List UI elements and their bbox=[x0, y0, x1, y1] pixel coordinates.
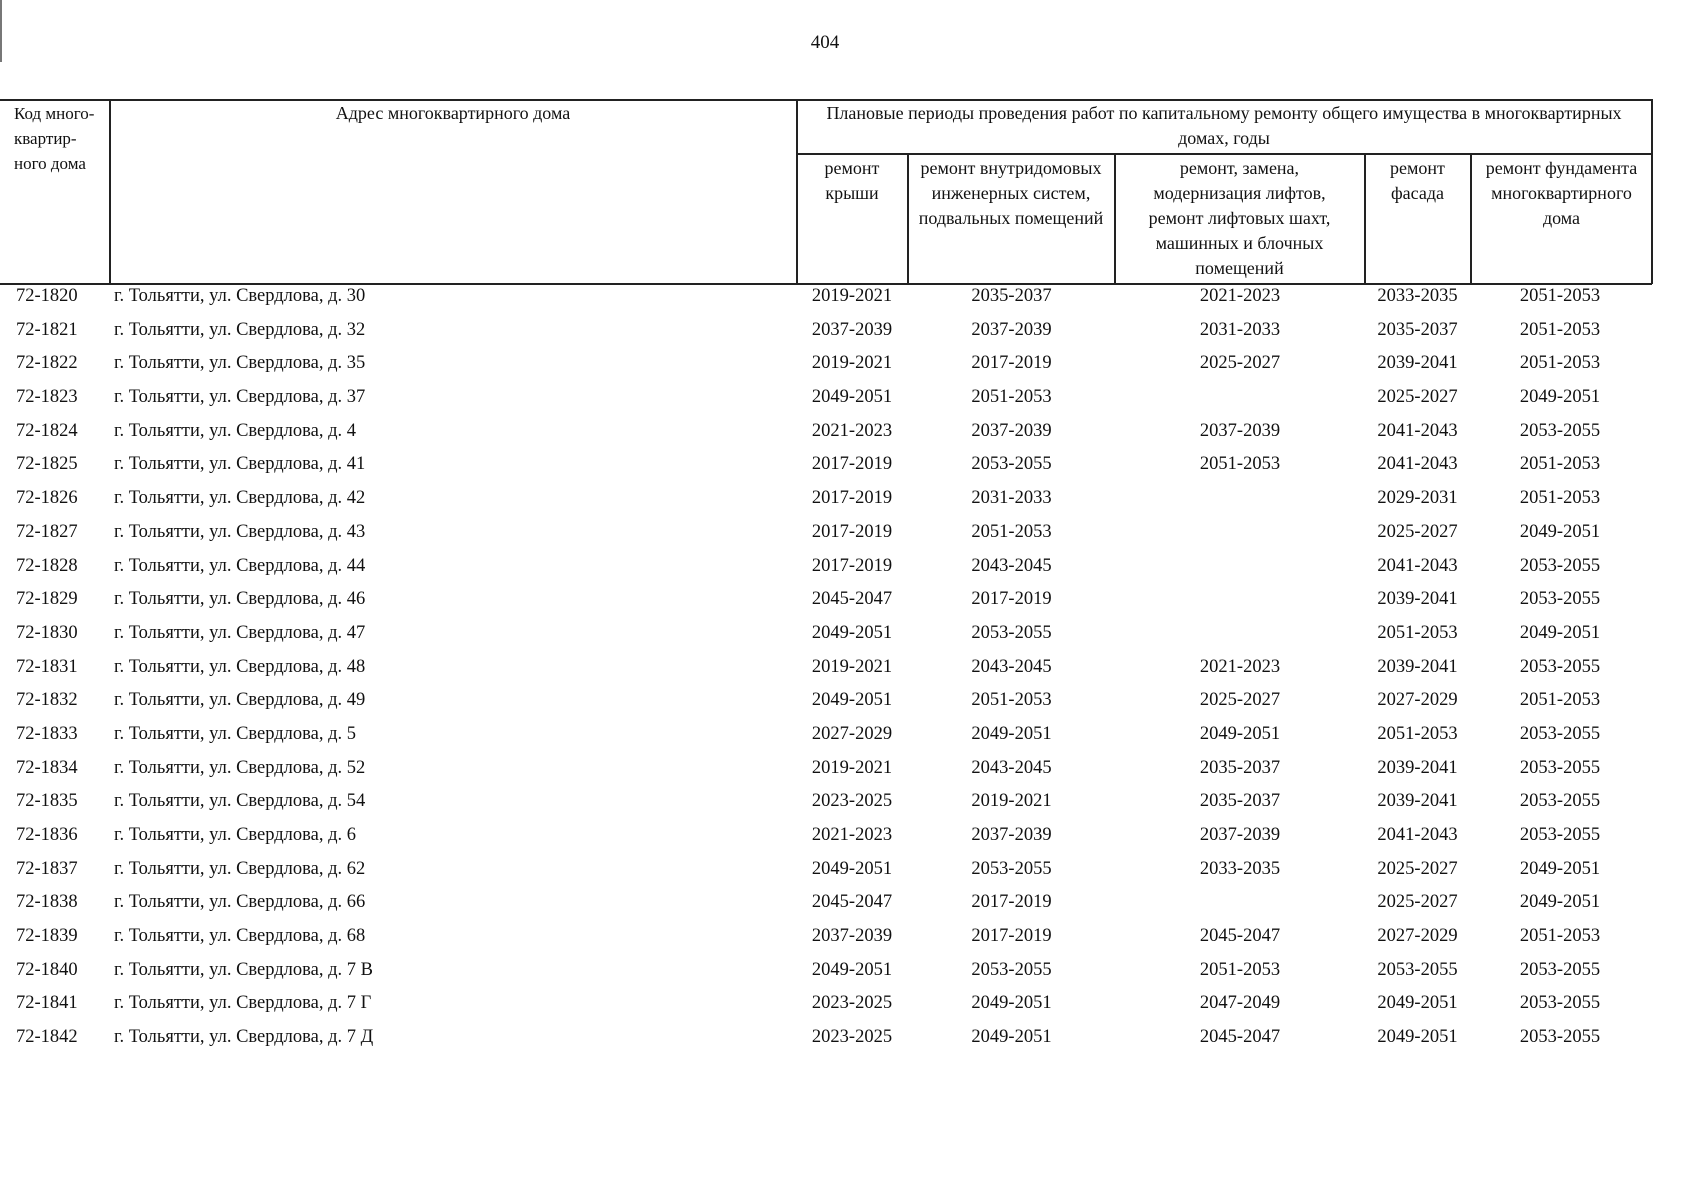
cell-roof: 2019-2021 bbox=[811, 286, 893, 306]
cell-facade: 2027-2029 bbox=[1377, 690, 1458, 711]
cell-roof: 2037-2039 bbox=[811, 926, 893, 947]
cell-foundation: 2051-2053 bbox=[1519, 488, 1601, 509]
cell-roof: 2019-2021 bbox=[811, 353, 893, 374]
cell-roof: 2037-2039 bbox=[811, 319, 893, 340]
cell-foundation: 2049-2051 bbox=[1519, 521, 1601, 542]
cell-foundation: 2049-2051 bbox=[1519, 892, 1601, 913]
cell-systems: 2049-2051 bbox=[971, 723, 1052, 744]
cell-code: 72-1832 bbox=[16, 690, 78, 711]
cell-address: г. Тольятти, ул. Свердлова, д. 4 bbox=[114, 420, 357, 441]
cell-foundation: 2053-2055 bbox=[1519, 791, 1601, 812]
cell-lifts: 2051-2053 bbox=[1199, 959, 1281, 980]
cell-facade: 2025-2027 bbox=[1377, 387, 1458, 408]
cell-address: г. Тольятти, ул. Свердлова, д. 7 Г bbox=[114, 993, 372, 1014]
cell-address: г. Тольятти, ул. Свердлова, д. 7 В bbox=[114, 959, 373, 980]
cell-address: г. Тольятти, ул. Свердлова, д. 35 bbox=[114, 353, 366, 374]
table-row bbox=[0, 383, 1700, 417]
cell-roof: 2023-2025 bbox=[811, 791, 893, 812]
table-row bbox=[0, 417, 1700, 451]
cell-foundation: 2049-2051 bbox=[1519, 858, 1601, 879]
header-facade: ремонт фасада bbox=[1390, 158, 1445, 203]
cell-systems: 2043-2045 bbox=[971, 656, 1052, 677]
table-row bbox=[0, 754, 1700, 788]
header-mid-border bbox=[796, 153, 1652, 155]
cell-systems: 2031-2033 bbox=[971, 488, 1052, 509]
cell-systems: 2035-2037 bbox=[971, 286, 1052, 306]
cell-address: г. Тольятти, ул. Свердлова, д. 43 bbox=[114, 521, 366, 542]
cell-code: 72-1829 bbox=[16, 589, 78, 610]
cell-facade: 2033-2035 bbox=[1377, 286, 1458, 306]
cell-systems: 2051-2053 bbox=[971, 521, 1052, 542]
header-foundation: ремонт фундамента многоквартирного дома bbox=[1485, 158, 1638, 228]
cell-foundation: 2051-2053 bbox=[1519, 286, 1601, 306]
cell-lifts: 2045-2047 bbox=[1199, 1027, 1281, 1048]
cell-code: 72-1825 bbox=[16, 454, 78, 475]
cell-address: г. Тольятти, ул. Свердлова, д. 68 bbox=[114, 926, 366, 947]
cell-foundation: 2053-2055 bbox=[1519, 656, 1601, 677]
cell-address: г. Тольятти, ул. Свердлова, д. 52 bbox=[114, 757, 366, 778]
cell-address: г. Тольятти, ул. Свердлова, д. 5 bbox=[114, 723, 357, 744]
cell-systems: 2053-2055 bbox=[971, 622, 1052, 643]
cell-facade: 2039-2041 bbox=[1377, 589, 1458, 610]
table-row bbox=[0, 653, 1700, 687]
cell-facade: 2041-2043 bbox=[1377, 825, 1458, 845]
cell-facade: 2041-2043 bbox=[1377, 420, 1458, 441]
cell-code: 72-1820 bbox=[16, 286, 78, 306]
cell-code: 72-1838 bbox=[16, 892, 78, 913]
cell-systems: 2051-2053 bbox=[971, 387, 1052, 408]
cell-address: г. Тольятти, ул. Свердлова, д. 7 Д bbox=[114, 1027, 374, 1048]
table-row bbox=[0, 518, 1700, 552]
cell-facade: 2049-2051 bbox=[1377, 1027, 1458, 1048]
cell-address: г. Тольятти, ул. Свердлова, д. 66 bbox=[114, 892, 366, 913]
cell-code: 72-1830 bbox=[16, 622, 78, 643]
cell-roof: 2027-2029 bbox=[811, 723, 893, 744]
cell-facade: 2039-2041 bbox=[1377, 656, 1458, 677]
cell-foundation: 2051-2053 bbox=[1519, 454, 1601, 475]
table-row bbox=[0, 349, 1700, 383]
cell-code: 72-1834 bbox=[16, 757, 78, 778]
cell-foundation: 2049-2051 bbox=[1519, 387, 1601, 408]
cell-code: 72-1831 bbox=[16, 656, 78, 677]
cell-address: г. Тольятти, ул. Свердлова, д. 37 bbox=[114, 387, 366, 408]
cell-address: г. Тольятти, ул. Свердлова, д. 6 bbox=[114, 825, 357, 845]
cell-foundation: 2053-2055 bbox=[1519, 993, 1601, 1014]
cell-facade: 2041-2043 bbox=[1377, 555, 1458, 576]
cell-roof: 2045-2047 bbox=[811, 892, 893, 913]
table-row bbox=[0, 1023, 1700, 1057]
table-row bbox=[0, 956, 1700, 990]
cell-systems: 2037-2039 bbox=[971, 319, 1052, 340]
cell-foundation: 2049-2051 bbox=[1519, 622, 1601, 643]
cell-address: г. Тольятти, ул. Свердлова, д. 62 bbox=[114, 858, 366, 879]
cell-code: 72-1823 bbox=[16, 387, 78, 408]
page-number: 404 bbox=[810, 32, 840, 53]
cell-address: г. Тольятти, ул. Свердлова, д. 32 bbox=[114, 319, 366, 340]
cell-roof: 2049-2051 bbox=[811, 858, 893, 879]
table-body bbox=[0, 282, 1700, 1057]
cell-foundation: 2053-2055 bbox=[1519, 959, 1601, 980]
cell-foundation: 2053-2055 bbox=[1519, 589, 1601, 610]
cell-address: г. Тольятти, ул. Свердлова, д. 30 bbox=[114, 286, 366, 306]
cell-systems: 2053-2055 bbox=[971, 959, 1052, 980]
cell-roof: 2017-2019 bbox=[811, 521, 893, 542]
cell-systems: 2051-2053 bbox=[971, 690, 1052, 711]
cell-foundation: 2053-2055 bbox=[1519, 555, 1601, 576]
cell-code: 72-1836 bbox=[16, 825, 78, 845]
header-systems: ремонт внутридомовых инженерных систем, подвальных помещений bbox=[918, 158, 1104, 228]
cell-systems: 2019-2021 bbox=[971, 791, 1052, 812]
cell-foundation: 2053-2055 bbox=[1519, 1027, 1601, 1048]
cell-address: г. Тольятти, ул. Свердлова, д. 42 bbox=[114, 488, 366, 509]
cell-foundation: 2051-2053 bbox=[1519, 926, 1601, 947]
cell-facade: 2051-2053 bbox=[1377, 723, 1458, 744]
cell-foundation: 2053-2055 bbox=[1519, 420, 1601, 441]
header-periods: Плановые периоды проведения работ по капитальному ремонту общего имущества в многоквартирных домах, годы bbox=[826, 103, 1622, 148]
cell-roof: 2017-2019 bbox=[811, 454, 893, 475]
cell-facade: 2049-2051 bbox=[1377, 993, 1458, 1014]
cell-code: 72-1841 bbox=[16, 993, 78, 1014]
cell-roof: 2021-2023 bbox=[811, 420, 893, 441]
cell-roof: 2019-2021 bbox=[811, 757, 893, 778]
table-row bbox=[0, 552, 1700, 586]
cell-facade: 2025-2027 bbox=[1377, 521, 1458, 542]
cell-roof: 2021-2023 bbox=[811, 825, 893, 845]
cell-facade: 2039-2041 bbox=[1377, 757, 1458, 778]
cell-address: г. Тольятти, ул. Свердлова, д. 47 bbox=[114, 622, 366, 643]
divider-code-address bbox=[109, 99, 111, 284]
cell-systems: 2017-2019 bbox=[971, 353, 1052, 374]
cell-systems: 2017-2019 bbox=[971, 589, 1052, 610]
cell-roof: 2049-2051 bbox=[811, 690, 893, 711]
cell-roof: 2049-2051 bbox=[811, 622, 893, 643]
table-row bbox=[0, 282, 1700, 316]
cell-address: г. Тольятти, ул. Свердлова, д. 54 bbox=[114, 791, 366, 812]
cell-code: 72-1821 bbox=[16, 319, 78, 340]
cell-code: 72-1822 bbox=[16, 353, 78, 374]
header-right-border bbox=[1651, 99, 1653, 284]
cell-facade: 2025-2027 bbox=[1377, 858, 1458, 879]
cell-roof: 2049-2051 bbox=[811, 387, 893, 408]
cell-lifts: 2021-2023 bbox=[1199, 656, 1281, 677]
cell-systems: 2043-2045 bbox=[971, 757, 1052, 778]
cell-facade: 2029-2031 bbox=[1377, 488, 1458, 509]
table-row bbox=[0, 821, 1700, 855]
cell-facade: 2053-2055 bbox=[1377, 959, 1458, 980]
cell-address: г. Тольятти, ул. Свердлова, д. 41 bbox=[114, 454, 366, 475]
cell-code: 72-1835 bbox=[16, 791, 78, 812]
table-row bbox=[0, 316, 1700, 350]
table-row bbox=[0, 989, 1700, 1023]
cell-lifts: 2031-2033 bbox=[1199, 319, 1281, 340]
cell-code: 72-1826 bbox=[16, 488, 78, 509]
cell-lifts: 2033-2035 bbox=[1199, 858, 1281, 879]
cell-systems: 2049-2051 bbox=[971, 1027, 1052, 1048]
cell-foundation: 2051-2053 bbox=[1519, 353, 1601, 374]
cell-address: г. Тольятти, ул. Свердлова, д. 46 bbox=[114, 589, 366, 610]
cell-roof: 2049-2051 bbox=[811, 959, 893, 980]
cell-facade: 2035-2037 bbox=[1377, 319, 1458, 340]
cell-systems: 2037-2039 bbox=[971, 420, 1052, 441]
cell-address: г. Тольятти, ул. Свердлова, д. 48 bbox=[114, 656, 366, 677]
cell-roof: 2017-2019 bbox=[811, 555, 893, 576]
cell-lifts: 2037-2039 bbox=[1199, 420, 1281, 441]
cell-foundation: 2053-2055 bbox=[1519, 723, 1601, 744]
cell-code: 72-1839 bbox=[16, 926, 78, 947]
cell-roof: 2017-2019 bbox=[811, 488, 893, 509]
cell-lifts: 2051-2053 bbox=[1199, 454, 1281, 475]
table-row bbox=[0, 720, 1700, 754]
cell-address: г. Тольятти, ул. Свердлова, д. 44 bbox=[114, 555, 366, 576]
cell-systems: 2017-2019 bbox=[971, 892, 1052, 913]
cell-code: 72-1842 bbox=[16, 1027, 78, 1048]
cell-foundation: 2051-2053 bbox=[1519, 319, 1601, 340]
cell-roof: 2023-2025 bbox=[811, 993, 893, 1014]
cell-lifts: 2025-2027 bbox=[1199, 353, 1281, 374]
table-row bbox=[0, 922, 1700, 956]
cell-code: 72-1833 bbox=[16, 723, 78, 744]
table-row bbox=[0, 619, 1700, 653]
cell-systems: 2043-2045 bbox=[971, 555, 1052, 576]
cell-systems: 2017-2019 bbox=[971, 926, 1052, 947]
cell-address: г. Тольятти, ул. Свердлова, д. 49 bbox=[114, 690, 366, 711]
cell-lifts: 2047-2049 bbox=[1199, 993, 1281, 1014]
table-row bbox=[0, 787, 1700, 821]
header-code: Код много- квартир- ного дома bbox=[14, 104, 95, 173]
cell-roof: 2019-2021 bbox=[811, 656, 893, 677]
cell-facade: 2039-2041 bbox=[1377, 791, 1458, 812]
cell-lifts: 2025-2027 bbox=[1199, 690, 1281, 711]
cell-code: 72-1827 bbox=[16, 521, 78, 542]
cell-lifts: 2021-2023 bbox=[1199, 286, 1281, 306]
header-roof: ремонт крыши bbox=[824, 158, 880, 203]
cell-lifts: 2037-2039 bbox=[1199, 825, 1281, 845]
table-row bbox=[0, 484, 1700, 518]
table-row bbox=[0, 450, 1700, 484]
table-row bbox=[0, 888, 1700, 922]
cell-lifts: 2045-2047 bbox=[1199, 926, 1281, 947]
cell-lifts: 2035-2037 bbox=[1199, 791, 1281, 812]
cell-foundation: 2053-2055 bbox=[1519, 825, 1601, 845]
cell-facade: 2039-2041 bbox=[1377, 353, 1458, 374]
cell-systems: 2037-2039 bbox=[971, 825, 1052, 845]
cell-foundation: 2053-2055 bbox=[1519, 757, 1601, 778]
cell-roof: 2023-2025 bbox=[811, 1027, 893, 1048]
cell-code: 72-1840 bbox=[16, 959, 78, 980]
cell-code: 72-1824 bbox=[16, 420, 78, 441]
table-row bbox=[0, 686, 1700, 720]
header-lifts: ремонт, замена, модернизация лифтов, ремонт лифтовых шахт, машинных и блочных помещений bbox=[1148, 158, 1331, 278]
cell-code: 72-1828 bbox=[16, 555, 78, 576]
cell-facade: 2025-2027 bbox=[1377, 892, 1458, 913]
cell-facade: 2027-2029 bbox=[1377, 926, 1458, 947]
cell-systems: 2053-2055 bbox=[971, 858, 1052, 879]
table-row bbox=[0, 855, 1700, 889]
cell-systems: 2049-2051 bbox=[971, 993, 1052, 1014]
cell-facade: 2051-2053 bbox=[1377, 622, 1458, 643]
cell-lifts: 2049-2051 bbox=[1199, 723, 1281, 744]
header-address: Адрес многоквартирного дома bbox=[335, 103, 571, 123]
cell-foundation: 2051-2053 bbox=[1519, 690, 1601, 711]
cell-facade: 2041-2043 bbox=[1377, 454, 1458, 475]
cell-systems: 2053-2055 bbox=[971, 454, 1052, 475]
cell-lifts: 2035-2037 bbox=[1199, 757, 1281, 778]
table-row bbox=[0, 585, 1700, 619]
cell-code: 72-1837 bbox=[16, 858, 78, 879]
cell-roof: 2045-2047 bbox=[811, 589, 893, 610]
